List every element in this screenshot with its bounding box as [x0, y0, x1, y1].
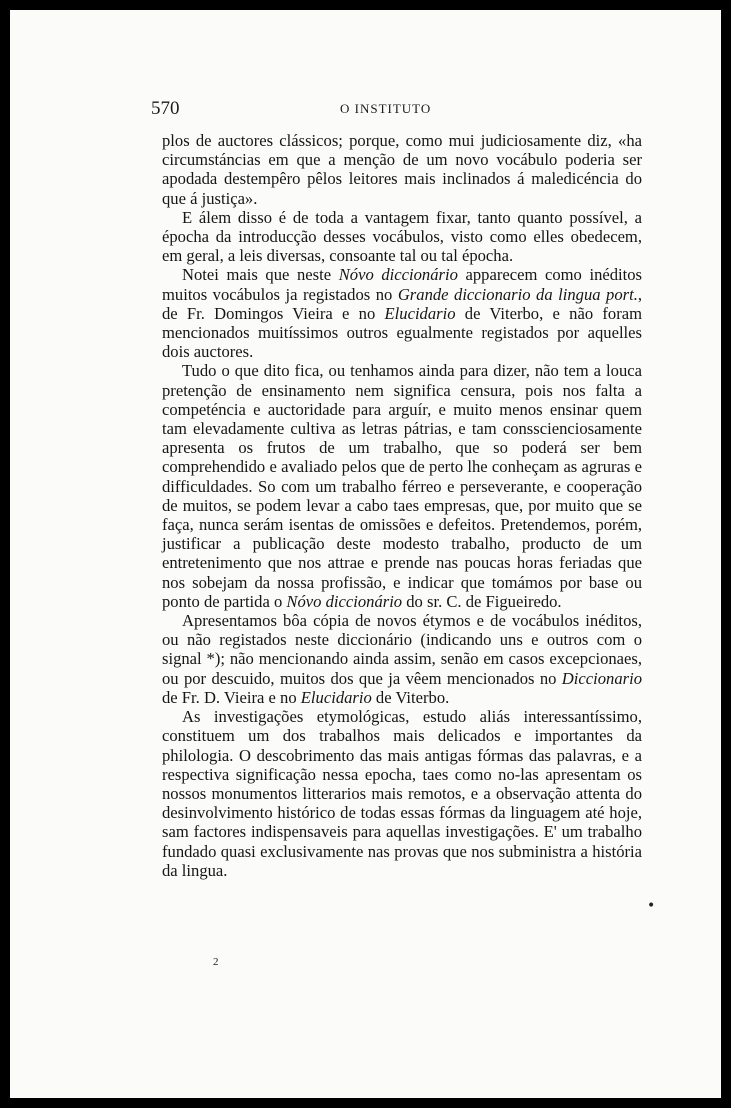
- page-number: 570: [151, 98, 180, 119]
- p3-text-e: , de Fr. Domingos Vieira e no: [162, 284, 642, 323]
- paragraph-6: As investigações etymológicas, estudo aliás interessantíssimo, constituem um dos trabalhos mais delicados e importantes da philologia. O descobrimento das mais antigas fórmas das palavras, e a respectiva significação nessa epocha, taes como no-las apresentam os nossos monumentos litterarios mais remotos, e a observação attenta do desinvolvimento histórico de todas essas fórmas da linguagem até hoje, sam factores indispensaveis para aquellas investigações. E' um trabalho fundado quasi exclusivamente nas provas que nos subministra a história da lingua.: [162, 707, 642, 880]
- p3-italic-title-1: Nóvo diccionário: [338, 265, 458, 285]
- p5-italic-title-1: Diccionario: [561, 668, 642, 688]
- document-page: [10, 10, 721, 1098]
- p3-italic-title-2: Grande diccionario da lingua port.: [397, 284, 638, 304]
- p5-text-c: de Fr. D. Vieira e no: [162, 687, 301, 707]
- p3-italic-title-3: Elucidario: [384, 303, 456, 323]
- paragraph-1: plos de auctores clássicos; porque, como mui judiciosamente diz, «ha circumstáncias em que a menção de um novo vocábulo poderia ser apodada destempêro pêlos leitores mais inclinados á maledicéncia do que á justiça».: [162, 131, 642, 208]
- p4-text-a: Tudo o que dito fica, ou tenhamos ainda para dizer, não tem a louca pretenção de ensinamento nem significa censura, pois nos falta a competéncia e auctoridade para arguír, e muito menos ensinar quem tam elevadamente cultiva as letras pátrias, e tam consscienciosamente apresenta os frutos de um trabalho, que so poderá ser bem comprehendido e avaliado pelos que de perto lhe conheçam as agruras e difficuldades. So com um trabalho férreo e perseverante, e cooperação de muitos, se podem levar a cabo taes empresas, que, por muito que se faça, nunca serám isentas de omissões e defeitos. Pretendemos, porém, justificar a publicação deste modesto trabalho, producto de um entretenimento que nos attrae e prende nas poucas horas feriadas que nos sobejam da nossa profissão, e indicar que tomámos por base ou ponto de partida o: [162, 361, 642, 611]
- p5-text-a: Apresentamos bôa cópia de novos étymos e de vocábulos inéditos, ou não registados neste diccionário (indicando uns e outros com o signal *); não mencionando ainda assim, senão em casos excepcionaes, ou por descuido, muitos dos que ja vêem mencionados no: [162, 611, 642, 688]
- running-title: O INSTITUTO: [340, 101, 432, 116]
- p5-italic-title-2: Elucidario: [300, 687, 372, 707]
- p4-text-c: do sr. C. de Figueiredo.: [402, 591, 562, 611]
- p3-text-c: apparecem como inéditos muitos vocábulos ja registados no: [162, 265, 642, 304]
- paragraph-2: E álem disso é de toda a vantagem fixar, tanto quanto possível, a épocha da introducção desses vocábulos, visto como elles obedecem, em geral, a leis diversas, consoante tal ou tal épocha.: [162, 207, 642, 266]
- paragraph-3: [162, 265, 642, 361]
- p5-text-e: de Viterbo.: [371, 687, 450, 707]
- body-text: [162, 131, 642, 880]
- margin-mark: •: [647, 898, 656, 914]
- signature-mark: 2: [213, 956, 219, 968]
- page-header: [10, 98, 721, 122]
- p4-italic-title: Nóvo diccionário: [286, 591, 403, 611]
- paragraph-4: [162, 361, 642, 611]
- p3-text-a: Notei mais que neste: [182, 265, 339, 285]
- paragraph-5: [162, 611, 642, 707]
- p3-text-g: de Viterbo, e não foram mencionados muitíssimos outros egualmente registados por aquelles dois auctores.: [162, 303, 643, 362]
